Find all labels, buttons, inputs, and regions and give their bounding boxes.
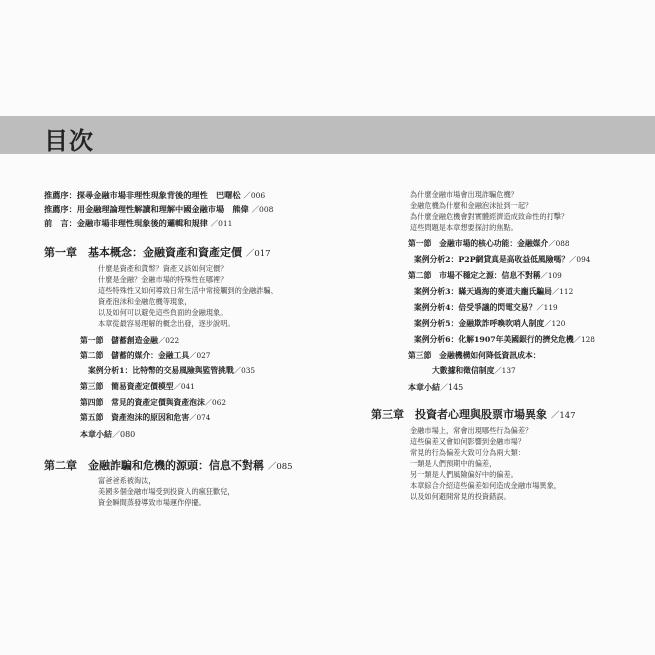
chapter-2-summary: 本章小結／145: [408, 382, 464, 392]
chapter-2-section: 第一節 金融市場的核心功能：金融媒介／088: [408, 239, 570, 248]
page-title: 目次: [44, 127, 94, 155]
preface-2: 推薦序：用金融理論理性解讀和理解中國金融市場 熊偉 ／008: [44, 204, 274, 214]
chapter-1-desc-line: 資產泡沫和金融危機等現象，: [98, 297, 192, 306]
chapter-2-cont-desc-line: 為什麼金融市場會出現詐騙危機？: [410, 190, 518, 199]
chapter-2-desc-line: 資金瞬間蒸發導致市場運作停擺。: [98, 498, 206, 507]
chapter-3-desc-line: 金融市場上，常會出現哪些行為偏差？: [410, 426, 533, 435]
chapter-3-desc-line: 以及如何避開常見的投資錯誤。: [410, 492, 511, 501]
chapter-3-title: 第三章 投資者心理與股票市場異象 ／147: [371, 408, 576, 421]
preface-1: 推薦序：探尋金融市場非理性現象背後的理性 巴曙松 ／006: [44, 190, 266, 200]
chapter-3-desc-line: 這些偏差又會如何影響到金融市場？: [410, 437, 526, 446]
foreword: 前 言：金融市場非理性現象後的邏輯和規律 ／011: [44, 218, 233, 228]
chapter-2-case: 案例分析3：瞞天過海的麥道夫龐氏騙局／112: [414, 287, 574, 296]
chapter-2-case: 案例分析6：化解1907年美國銀行的擠兌危機／128: [414, 335, 595, 344]
chapter-1-section: 第五節 資產泡沫的原因和危害／074: [80, 413, 211, 422]
chapter-1-case: 案例分析1：比特幣的交易風險與監管挑戰／035: [88, 366, 256, 375]
chapter-1-summary: 本章小結／080: [80, 429, 136, 439]
foreword-page: ／011: [210, 219, 233, 228]
chapter-1-section: 第二節 儲蓄的媒介：金融工具／027: [80, 351, 211, 360]
chapter-3-desc-line: 常見的行為偏差大致可分為兩大類：: [410, 448, 526, 457]
chapter-1-desc-line: 本章從最容易理解的概念出發，逐步說明。: [98, 319, 235, 328]
chapter-2-desc-line: 美國多個金融市場受到投資人的瘋狂歡兒，: [98, 487, 235, 496]
chapter-1-section: 第三節 簡易資產定價模型／041: [80, 382, 195, 391]
chapter-2-cont-desc-line: 金融危機為什麼和金融泡沫扯到一起？: [410, 201, 533, 210]
chapter-2-section-cont: 大數據和徵信制度／137: [432, 366, 516, 375]
chapter-2-cont-desc-line: 這些問題是本章想要探討的焦點。: [410, 223, 518, 232]
chapter-3-desc-line: 本章綜合介紹這些偏差如何造成金融市場異象，: [410, 481, 561, 490]
chapter-3-desc-line: 一類是人們預期中的偏差，: [410, 459, 497, 468]
chapter-1-desc-line: 這些特殊性又如何導致日常生活中常接觸到的金融詐騙、: [98, 286, 278, 295]
chapter-2-section: 第三節 金融機構如何降低資訊成本：: [408, 351, 541, 360]
chapter-2-case: 案例分析2：P2P網貸真是高收益低風險嗎？／094: [414, 255, 591, 264]
title-band: [0, 116, 655, 154]
chapter-2-page: ／085: [267, 462, 293, 472]
chapter-1-desc-line: 什麼是資產和貨幣？資產又該如何定價？: [98, 264, 228, 273]
chapter-1-section: 第四節 常見的資產定價與資產泡沫／062: [80, 398, 226, 407]
chapter-3-desc-line: 另一類是人們風險偏好中的偏差。: [410, 470, 518, 479]
preface-2-page: ／008: [251, 205, 274, 214]
chapter-2-cont-desc-line: 為什麼金融危機會對實體經濟造成致命性的打擊？: [410, 212, 569, 221]
chapter-1-desc-line: 什麼是金融？金融市場的特殊性在哪裡？: [98, 275, 228, 284]
chapter-1-page: ／017: [245, 249, 271, 259]
chapter-1-section: 第一節 儲蓄創造金融／022: [80, 336, 180, 345]
chapter-1-title: 第一章 基本概念：金融資產和資產定價 ／017: [44, 246, 271, 259]
chapter-2-title: 第二章 金融詐騙和危機的源頭：信息不對稱 ／085: [44, 459, 293, 472]
chapter-2-section: 第二節 市場不穩定之源：信息不對稱／109: [408, 271, 562, 280]
chapter-2-desc-line: 富爸爸系被淘汰，: [98, 476, 156, 485]
chapter-3-page: ／147: [550, 411, 576, 421]
preface-1-page: ／006: [243, 191, 266, 200]
chapter-2-case: 案例分析5：金融欺詐呼喚吹哨人制度／120: [414, 319, 566, 328]
chapter-1-desc-line: 以及如何可以避免這些負面的金融現象。: [98, 308, 228, 317]
chapter-2-case: 案例分析4：倍受爭議的閃電交易？／119: [414, 303, 558, 312]
